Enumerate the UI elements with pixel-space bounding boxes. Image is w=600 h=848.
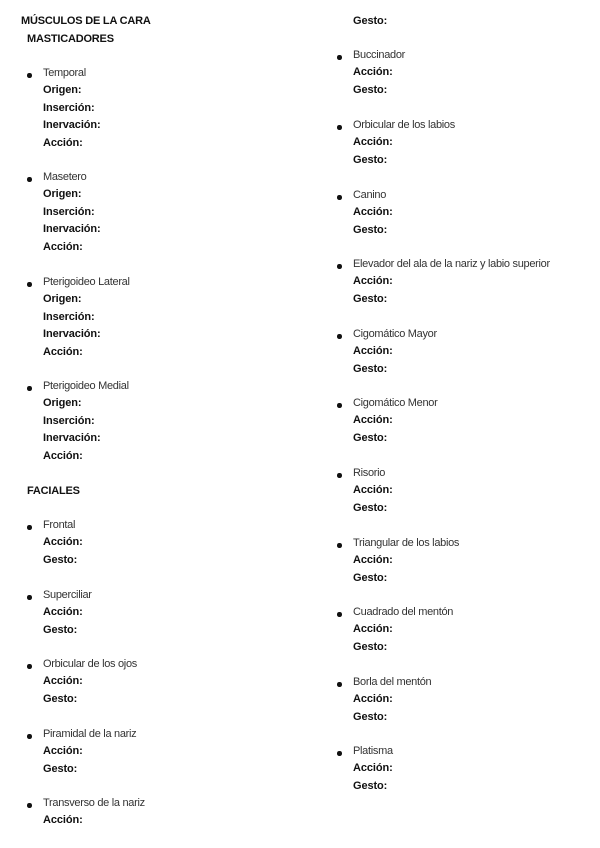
muscle-entry-transverso-nariz xyxy=(0,796,300,831)
field-label-gesto: Gesto: xyxy=(353,779,388,792)
bullet-icon xyxy=(27,803,32,808)
bullet-icon xyxy=(337,612,342,617)
muscle-name: Pterigoideo Medial xyxy=(43,380,129,392)
muscle-entry-frontal xyxy=(0,518,300,570)
field-label-accion: Acción: xyxy=(353,414,393,427)
field-label-origen: Origen: xyxy=(43,397,82,410)
field-label-accion: Acción: xyxy=(43,449,83,462)
field-label-accion: Acción: xyxy=(353,275,393,288)
field-label-accion: Acción: xyxy=(43,814,83,827)
field-label-gesto: Gesto: xyxy=(353,431,388,444)
muscle-entry-platisma xyxy=(310,744,600,796)
field-label-gesto: Gesto: xyxy=(353,153,388,166)
field-label-origen: Origen: xyxy=(43,293,82,306)
field-label-gesto: Gesto: xyxy=(43,692,78,705)
muscle-entry-cuadrado-menton xyxy=(310,605,600,657)
field-label-gesto: Gesto: xyxy=(353,223,388,236)
bullet-icon xyxy=(337,334,342,339)
muscle-name: Cigomático Menor xyxy=(353,397,438,409)
field-label-accion: Acción: xyxy=(43,136,83,149)
bullet-icon xyxy=(337,543,342,548)
field-label-gesto: Gesto: xyxy=(353,571,388,584)
muscle-name: Platisma xyxy=(353,745,393,757)
bullet-icon xyxy=(337,264,342,269)
field-label-accion: Acción: xyxy=(43,606,83,619)
bullet-icon xyxy=(337,403,342,408)
bullet-icon xyxy=(337,55,342,60)
field-label-inervacion: Inervación: xyxy=(43,223,101,236)
bullet-icon xyxy=(27,734,32,739)
muscle-entry-elevador-ala-nariz xyxy=(310,257,600,309)
field-label-gesto: Gesto: xyxy=(353,362,388,375)
bullet-icon xyxy=(337,125,342,130)
field-label-accion: Acción: xyxy=(353,484,393,497)
muscle-entry-orbicular-labios xyxy=(310,118,600,170)
field-label-insercion: Inserción: xyxy=(43,205,95,218)
section-heading-masticadores: MASTICADORES xyxy=(27,33,114,45)
muscle-entry-superciliar xyxy=(0,588,300,640)
muscle-entry-pterigoideo-medial xyxy=(0,379,300,466)
muscle-entry-pterigoideo-lateral xyxy=(0,275,300,362)
muscle-entry-temporal xyxy=(0,66,300,153)
field-label-insercion: Inserción: xyxy=(43,101,95,114)
bullet-icon xyxy=(337,751,342,756)
muscle-name: Frontal xyxy=(43,519,76,531)
field-label-inervacion: Inervación: xyxy=(43,119,101,132)
muscle-name: Orbicular de los ojos xyxy=(43,658,137,670)
bullet-icon xyxy=(337,473,342,478)
field-label-accion: Acción: xyxy=(43,675,83,688)
muscle-name: Borla del mentón xyxy=(353,676,432,688)
field-label-gesto: Gesto: xyxy=(353,83,388,96)
field-label-accion: Acción: xyxy=(353,345,393,358)
bullet-icon xyxy=(27,386,32,391)
muscle-name: Masetero xyxy=(43,171,87,183)
field-label-accion: Acción: xyxy=(43,345,83,358)
bullet-icon xyxy=(27,73,32,78)
muscle-name: Pterigoideo Lateral xyxy=(43,276,130,288)
continued-field xyxy=(310,14,600,31)
muscle-name: Orbicular de los labios xyxy=(353,119,455,131)
muscle-entry-orbicular-ojos xyxy=(0,657,300,709)
field-label-gesto: Gesto: xyxy=(43,553,78,566)
bullet-icon xyxy=(337,195,342,200)
muscle-name: Risorio xyxy=(353,467,386,479)
field-label-accion: Acción: xyxy=(353,623,393,636)
muscle-entry-canino xyxy=(310,188,600,240)
muscle-name: Elevador del ala de la nariz y labio superior xyxy=(353,258,550,270)
field-label-accion: Acción: xyxy=(43,240,83,253)
muscle-entry-cigomatico-mayor xyxy=(310,327,600,379)
bullet-icon xyxy=(27,664,32,669)
muscle-name: Canino xyxy=(353,189,387,201)
muscle-entry-cigomatico-menor xyxy=(310,396,600,448)
field-label-gesto: Gesto: xyxy=(43,623,78,636)
field-label-origen: Origen: xyxy=(43,84,82,97)
field-label-accion: Acción: xyxy=(353,693,393,706)
muscle-name: Temporal xyxy=(43,67,86,79)
muscle-entry-buccinador xyxy=(310,48,600,100)
section-heading-faciales: FACIALES xyxy=(27,485,80,497)
muscle-name: Piramidal de la nariz xyxy=(43,728,137,740)
field-label-accion: Acción: xyxy=(353,762,393,775)
field-label-origen: Origen: xyxy=(43,188,82,201)
field-label-gesto: Gesto: xyxy=(353,710,388,723)
field-label-gesto: Gesto: xyxy=(353,292,388,305)
bullet-icon xyxy=(27,282,32,287)
bullet-icon xyxy=(337,682,342,687)
bullet-icon xyxy=(27,177,32,182)
field-label-insercion: Inserción: xyxy=(43,310,95,323)
muscle-entry-borla-menton xyxy=(310,675,600,727)
field-label-accion: Acción: xyxy=(353,136,393,149)
document-title: MÚSCULOS DE LA CARA xyxy=(21,15,151,27)
field-label-gesto: Gesto: xyxy=(353,501,388,514)
muscle-name: Buccinador xyxy=(353,49,406,61)
muscle-entry-triangular-labios xyxy=(310,536,600,588)
field-label-accion: Acción: xyxy=(43,536,83,549)
field-label-gesto: Gesto: xyxy=(353,15,388,27)
field-label-gesto: Gesto: xyxy=(43,762,78,775)
field-label-accion: Acción: xyxy=(353,554,393,567)
muscle-name: Cigomático Mayor xyxy=(353,328,437,340)
muscle-name: Transverso de la nariz xyxy=(43,797,145,809)
field-label-inervacion: Inervación: xyxy=(43,328,101,341)
field-label-inervacion: Inervación: xyxy=(43,432,101,445)
muscle-entry-risorio xyxy=(310,466,600,518)
muscle-entry-piramidal-nariz xyxy=(0,727,300,779)
field-label-accion: Acción: xyxy=(353,206,393,219)
bullet-icon xyxy=(27,595,32,600)
field-label-accion: Acción: xyxy=(43,745,83,758)
muscle-name: Triangular de los labios xyxy=(353,537,460,549)
bullet-icon xyxy=(27,525,32,530)
muscle-name: Superciliar xyxy=(43,589,92,601)
muscle-name: Cuadrado del mentón xyxy=(353,606,454,618)
field-label-accion: Acción: xyxy=(353,66,393,79)
field-label-insercion: Inserción: xyxy=(43,414,95,427)
field-label-gesto: Gesto: xyxy=(353,640,388,653)
muscle-entry-masetero xyxy=(0,170,300,257)
